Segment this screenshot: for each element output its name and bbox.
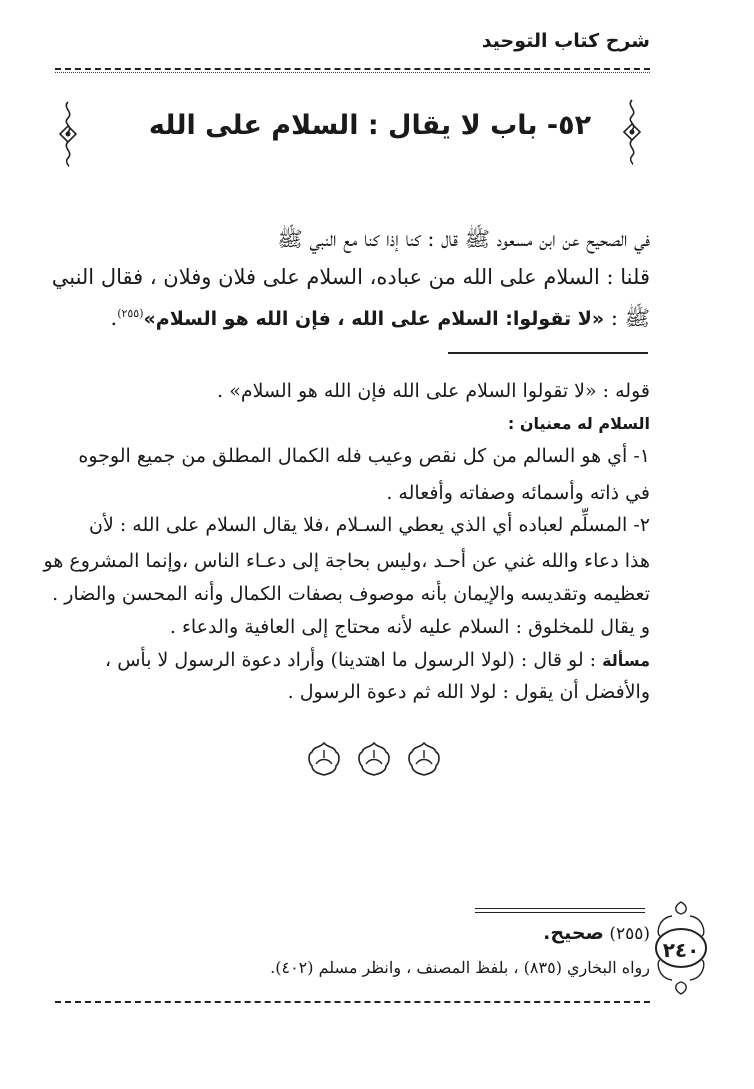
header-divider	[55, 68, 650, 70]
footnote-divider	[475, 908, 645, 909]
chapter-title: ٥٢- باب لا يقال : السلام على الله	[148, 110, 592, 141]
running-title: شرح كتاب التوحيد	[481, 30, 650, 52]
hadith-line-2: قلنا : السلام على الله من عباده، السلام على فلان وفلان ، فقال النبي	[51, 265, 650, 289]
commentary-line-3: ١- أي هو السالم من كل نقص وعيب فله الكمال المطلق من جميع الوجوه	[78, 445, 650, 467]
footnote-grade: صحيح.	[543, 922, 604, 944]
header-divider-secondary	[55, 72, 650, 73]
commentary-line-5: ٢- المسلِّم لعباده أي الذي يعطي السـلام ،فلا يقال السلام على الله : لأن	[89, 514, 650, 536]
commentary-line-7: تعظيمه وتقديسه والإيمان بأنه موصوف بصفات الكمال وأنه المحسن والضار .	[52, 583, 650, 605]
commentary-line-4: في ذاته وأسمائه وصفاته وأفعاله .	[386, 482, 650, 504]
hadith-attribution: ﷺ :	[604, 306, 650, 330]
commentary-line-6: هذا دعاء والله غني عن أحـد ،وليس بحاجة إلى دعـاء الناس ،وإنما المشروع هو	[43, 550, 650, 572]
commentary-subheading: السلام له معنيان :	[507, 414, 650, 433]
hadith-quote: «لا تقولوا: السلام على الله ، فإن الله هو السلام»	[143, 308, 605, 330]
footnote-number: (٢٥٥)	[609, 924, 650, 944]
footnote-reference: (٢٥٥)	[117, 307, 144, 320]
flower-ornament-icon	[304, 740, 344, 778]
issue-label: مسألة	[602, 651, 650, 670]
issue-text: : لو قال : (لولا الرسول ما اهتدينا) وأراد دعوة الرسول لا بأس ،	[105, 649, 603, 671]
commentary-line-8: و يقال للمخلوق : السلام عليه لأنه محتاج إلى العافية والدعاء .	[169, 616, 650, 638]
page-number: ٢٤٠	[662, 938, 700, 962]
section-divider	[448, 352, 648, 354]
flower-ornament-icon	[354, 740, 394, 778]
chapter-ornament-right-icon	[620, 98, 644, 166]
footnote-heading	[430, 920, 650, 947]
commentary-line-10: والأفضل أن يقول : لولا الله ثم دعوة الرسول .	[287, 681, 650, 703]
hadith-line-3	[55, 297, 650, 336]
hadith-line-1: في الصحيح عن ابن مسعود ﷺ قال : كنا إذا كنا مع النبي ﷺ	[277, 227, 650, 251]
hadith-end: .	[110, 306, 118, 330]
flower-ornament-icon	[404, 740, 444, 778]
footnote-divider-secondary	[475, 912, 645, 913]
footer-divider	[55, 1001, 650, 1003]
commentary-line-1: قوله : «لا تقولوا السلام على الله فإن الله هو السلام» .	[217, 380, 650, 402]
commentary-line-9	[55, 645, 650, 676]
footnote-text: رواه البخاري (٨٣٥) ، بلفظ المصنف ، وانظر مسلم (٤٠٢).	[270, 958, 650, 977]
chapter-ornament-left-icon	[56, 100, 80, 168]
